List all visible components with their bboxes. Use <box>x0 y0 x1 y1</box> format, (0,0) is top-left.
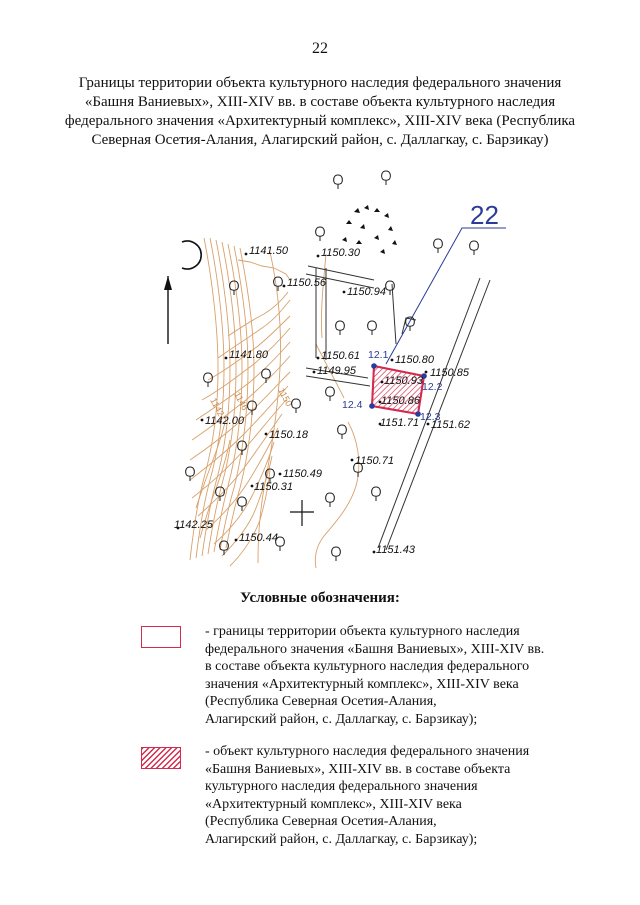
tree-icon <box>368 321 377 335</box>
svg-text:1142.00: 1142.00 <box>205 415 244 427</box>
legend-swatch-object <box>141 747 181 769</box>
elevation-mark <box>279 468 322 480</box>
svg-text:1150.94: 1150.94 <box>347 286 386 298</box>
legend-line: (Республика Северная Осетия-Алания, <box>205 694 437 710</box>
svg-text:1151.43: 1151.43 <box>376 544 415 556</box>
elevation-mark <box>373 544 416 556</box>
contour-label: 1142 <box>208 396 227 419</box>
elevation-mark <box>265 429 309 441</box>
svg-text:1150.85: 1150.85 <box>430 367 469 379</box>
elevation-mark <box>425 367 470 379</box>
elevation-mark <box>427 419 470 431</box>
boundary-point-label: 12.2 <box>422 381 443 393</box>
legend-line: - границы территории объекта культурного наследия <box>205 624 520 639</box>
svg-text:1150.18: 1150.18 <box>269 429 308 441</box>
legend-line: «Архитектурный комплекс», XIII-XIV века <box>205 796 462 812</box>
legend-line: культурного наследия федерального значения <box>205 779 478 795</box>
legend-line: (Республика Северная Осетия-Алания, <box>205 814 437 830</box>
tree-icon <box>262 369 271 383</box>
svg-text:1142.25: 1142.25 <box>174 519 213 531</box>
contour-label: 1146 <box>232 390 251 413</box>
title-line: Северная Осетия-Алания, Алагирский район, с. Даллагкау, с. Барзикау) <box>91 132 549 148</box>
elevation-mark <box>313 365 357 377</box>
north-arrow-icon <box>164 241 201 344</box>
legend-line: - объект культурного наследия федерального значения <box>205 744 530 759</box>
contour-label: 1150 <box>276 386 295 409</box>
svg-text:1141.50: 1141.50 <box>249 245 288 257</box>
elevation-mark <box>379 417 419 429</box>
svg-text:1150.71: 1150.71 <box>355 455 394 467</box>
tree-icon <box>316 227 325 241</box>
elevation-mark <box>245 245 289 257</box>
svg-text:1150.86: 1150.86 <box>381 395 420 407</box>
legend-line: Алагирский район, с. Даллагкау, с. Барзикау); <box>205 831 478 847</box>
svg-text:1150.61: 1150.61 <box>321 350 360 362</box>
tree-icon <box>338 425 347 439</box>
elevation-mark <box>251 481 293 493</box>
site-map <box>130 168 530 583</box>
title-line: Границы территории объекта культурного наследия федерального значения <box>78 75 562 91</box>
elevation-mark <box>174 519 214 531</box>
svg-text:1151.71: 1151.71 <box>380 417 419 429</box>
svg-text:1141.80: 1141.80 <box>229 349 268 361</box>
elevation-mark <box>317 350 360 362</box>
tree-icon <box>334 175 343 189</box>
elevation-mark <box>381 375 424 387</box>
svg-text:1150.31: 1150.31 <box>254 481 293 493</box>
tree-icon <box>470 241 479 255</box>
legend-swatch-boundary <box>141 626 181 648</box>
survey-cross-icon <box>290 500 314 526</box>
title-line: федерального значения «Архитектурный комплекс», XIII-XIV века (Республика <box>64 113 576 129</box>
legend-item-object <box>205 743 585 849</box>
elevation-mark <box>283 277 327 289</box>
svg-text:1150.93: 1150.93 <box>384 375 423 387</box>
page-number: 22 <box>312 40 328 57</box>
elevation-mark <box>201 415 245 427</box>
elevation-mark <box>379 395 421 407</box>
legend-line: «Башня Ваниевых», XIII-XIV вв. в составе объекта <box>205 761 511 777</box>
tree-icon <box>372 487 381 501</box>
legend-line: в составе объекта культурного наследия федерального <box>205 659 530 675</box>
elevation-mark <box>235 532 278 544</box>
svg-text:1150.49: 1150.49 <box>283 468 322 480</box>
tree-icon <box>326 387 335 401</box>
svg-text:1150.56: 1150.56 <box>287 277 326 289</box>
legend-line: Алагирский район, с. Даллагкау, с. Барзикау); <box>205 711 478 727</box>
svg-text:1150.80: 1150.80 <box>395 354 434 366</box>
boundary-point-label: 12.3 <box>420 411 441 423</box>
tree-icon <box>326 493 335 507</box>
elevation-mark <box>225 349 269 361</box>
reference-leader <box>386 200 506 364</box>
legend-heading: Условные обозначения: <box>240 590 400 606</box>
tree-icon <box>332 547 341 561</box>
tree-icon <box>186 467 195 481</box>
boundary-point-label: 12.1 <box>368 349 389 361</box>
svg-text:1150.30: 1150.30 <box>321 247 360 259</box>
legend-line: значения «Архитектурный комплекс», XIII-XIV века <box>205 676 519 692</box>
elevation-mark <box>343 286 386 298</box>
elevation-mark <box>317 247 361 259</box>
page-title <box>60 74 580 150</box>
svg-text:1149.95: 1149.95 <box>317 365 356 377</box>
elevation-mark <box>351 455 394 467</box>
contour-labels <box>208 386 294 418</box>
title-line: «Башня Ваниевых», XIII-XIV вв. в составе объекта культурного наследия <box>84 94 556 110</box>
boundary-point <box>371 363 377 369</box>
legend-item-boundary <box>205 623 585 729</box>
tree-icon <box>434 239 443 253</box>
tree-icon <box>336 321 345 335</box>
tree-icon <box>382 171 391 185</box>
svg-text:1151.62: 1151.62 <box>431 419 470 431</box>
legend-line: федерального значения «Башня Ваниевых», XIII-XIV вв. <box>205 641 545 657</box>
elevation-mark <box>391 354 435 366</box>
svg-text:1150.44: 1150.44 <box>239 532 278 544</box>
boundary-point-label: 12.4 <box>342 399 363 411</box>
reference-number: 22 <box>470 200 499 230</box>
boundary-point <box>369 403 375 409</box>
